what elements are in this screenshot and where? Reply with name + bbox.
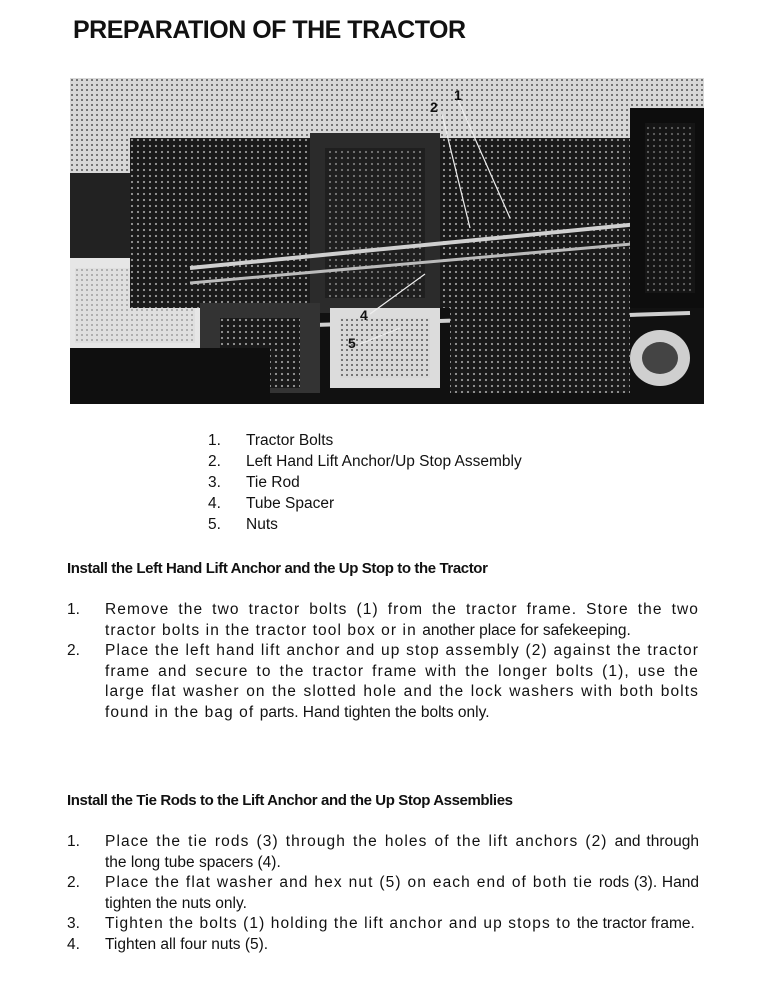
legend-item: 5. Nuts <box>208 516 278 533</box>
section-heading-tie-rods: Install the Tie Rods to the Lift Anchor and the Up Stop Assemblies <box>67 792 513 809</box>
callout-2: 2 <box>430 99 438 115</box>
parts-legend <box>208 430 522 535</box>
step-item: 3. Tighten the bolts (1) holding the lift anchor and up stops to the tractor frame. <box>67 915 695 932</box>
lift-anchor-steps <box>67 600 699 723</box>
page-title: PREPARATION OF THE TRACTOR <box>73 16 466 44</box>
step-item: 1. Place the tie rods (3) through the holes of the lift anchors (2) and through the long tube spacers (4). <box>67 833 699 871</box>
section-heading-lift-anchor: Install the Left Hand Lift Anchor and the Up Stop to the Tractor <box>67 560 488 577</box>
legend-item: 1. Tractor Bolts <box>208 432 334 449</box>
step-item: 2. Place the left hand lift anchor and up stop assembly (2) against the tractor frame and secure to the tractor frame with the longer bolts (1), use the large flat washer on the slotted hole and the lock washers with both bolts found in the bag of parts. Hand tighten the bolts only. <box>67 642 699 721</box>
callout-5: 5 <box>348 335 356 351</box>
callout-1: 1 <box>454 87 462 103</box>
tie-rod-steps <box>67 832 699 955</box>
legend-item: 2. Left Hand Lift Anchor/Up Stop Assembly <box>208 453 522 470</box>
step-item: 4. Tighten all four nuts (5). <box>67 935 269 953</box>
callout-4: 4 <box>360 307 368 323</box>
legend-item: 4. Tube Spacer <box>208 495 335 512</box>
legend-item: 3. Tie Rod <box>208 474 300 491</box>
tractor-photo <box>70 78 704 404</box>
step-item: 1. Remove the two tractor bolts (1) from the tractor frame. Store the two tractor bolts in the tractor tool box or in another place for safekeeping. <box>67 601 699 639</box>
step-item: 2. Place the flat washer and hex nut (5) on each end of both tie rods (3). Hand tighten the nuts only. <box>67 874 699 912</box>
